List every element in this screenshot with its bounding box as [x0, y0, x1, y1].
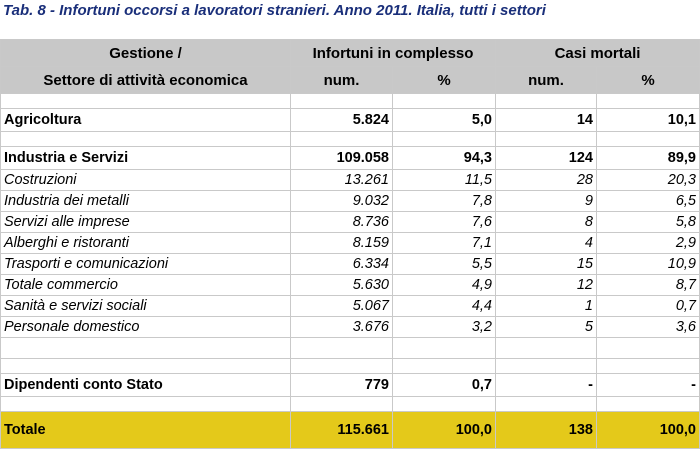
- cell-mort-pct: 10,1: [597, 109, 700, 132]
- cell-mort-num: 138: [496, 412, 597, 449]
- cell-mort-num: 124: [496, 147, 597, 170]
- table-row: [1, 147, 700, 170]
- row-label: Industria e Servizi: [1, 147, 291, 170]
- row-label: Servizi alle imprese: [1, 212, 291, 233]
- row-label: Totale commercio: [1, 275, 291, 296]
- cell-inf-pct: 7,8: [393, 191, 496, 212]
- spacer-row: [1, 132, 700, 147]
- row-label: Alberghi e ristoranti: [1, 233, 291, 254]
- cell-inf-num: 5.067: [291, 296, 393, 317]
- header-infortuni: Infortuni in complesso: [291, 40, 496, 67]
- row-label: Totale: [1, 412, 291, 449]
- cell-mort-pct: 3,6: [597, 317, 700, 338]
- table-row: [1, 296, 700, 317]
- cell-mort-num: 12: [496, 275, 597, 296]
- cell-inf-num: 8.159: [291, 233, 393, 254]
- header-settore: Settore di attività economica: [1, 67, 291, 94]
- cell-mort-pct: 6,5: [597, 191, 700, 212]
- cell-mort-num: 8: [496, 212, 597, 233]
- cell-inf-num: 115.661: [291, 412, 393, 449]
- total-row: [1, 412, 700, 449]
- table-row: [1, 109, 700, 132]
- cell-inf-num: 13.261: [291, 170, 393, 191]
- cell-inf-pct: 7,6: [393, 212, 496, 233]
- row-label: Sanità e servizi sociali: [1, 296, 291, 317]
- header-pct-2: %: [597, 67, 700, 94]
- cell-mort-pct: 20,3: [597, 170, 700, 191]
- cell-inf-pct: 4,9: [393, 275, 496, 296]
- cell-mort-pct: 10,9: [597, 254, 700, 275]
- header-row-2: [1, 67, 700, 94]
- header-num-2: num.: [496, 67, 597, 94]
- cell-inf-pct: 100,0: [393, 412, 496, 449]
- cell-inf-pct: 0,7: [393, 374, 496, 397]
- spacer-row: [1, 359, 700, 374]
- cell-inf-num: 5.824: [291, 109, 393, 132]
- table-row: [1, 233, 700, 254]
- cell-inf-pct: 11,5: [393, 170, 496, 191]
- cell-inf-pct: 5,0: [393, 109, 496, 132]
- row-label: Dipendenti conto Stato: [1, 374, 291, 397]
- cell-mort-pct: 8,7: [597, 275, 700, 296]
- row-label: Trasporti e comunicazioni: [1, 254, 291, 275]
- cell-mort-num: -: [496, 374, 597, 397]
- cell-inf-pct: 3,2: [393, 317, 496, 338]
- cell-inf-pct: 94,3: [393, 147, 496, 170]
- cell-mort-num: 9: [496, 191, 597, 212]
- cell-mort-pct: 89,9: [597, 147, 700, 170]
- row-label: Industria dei metalli: [1, 191, 291, 212]
- cell-inf-num: 5.630: [291, 275, 393, 296]
- row-label: Costruzioni: [1, 170, 291, 191]
- cell-mort-pct: -: [597, 374, 700, 397]
- header-gestione: Gestione /: [1, 40, 291, 67]
- spacer-row: [1, 338, 700, 359]
- cell-mort-num: 4: [496, 233, 597, 254]
- table-row: [1, 317, 700, 338]
- cell-mort-num: 5: [496, 317, 597, 338]
- cell-mort-pct: 5,8: [597, 212, 700, 233]
- header-row-1: [1, 40, 700, 67]
- table-row: [1, 275, 700, 296]
- header-num-1: num.: [291, 67, 393, 94]
- table-row: [1, 374, 700, 397]
- cell-mort-pct: 100,0: [597, 412, 700, 449]
- cell-inf-pct: 7,1: [393, 233, 496, 254]
- table-row: [1, 191, 700, 212]
- row-label: Personale domestico: [1, 317, 291, 338]
- injuries-table: [0, 39, 700, 449]
- cell-inf-num: 9.032: [291, 191, 393, 212]
- table-row: [1, 212, 700, 233]
- cell-inf-num: 3.676: [291, 317, 393, 338]
- cell-mort-pct: 0,7: [597, 296, 700, 317]
- cell-mort-num: 14: [496, 109, 597, 132]
- cell-mort-num: 15: [496, 254, 597, 275]
- cell-inf-num: 6.334: [291, 254, 393, 275]
- table-title: Tab. 8 - Infortuni occorsi a lavoratori stranieri. Anno 2011. Italia, tutti i settori: [3, 2, 546, 19]
- cell-inf-num: 109.058: [291, 147, 393, 170]
- table-row: [1, 170, 700, 191]
- cell-mort-num: 28: [496, 170, 597, 191]
- row-label: Agricoltura: [1, 109, 291, 132]
- cell-mort-pct: 2,9: [597, 233, 700, 254]
- spacer-row: [1, 94, 700, 109]
- cell-mort-num: 1: [496, 296, 597, 317]
- cell-inf-num: 8.736: [291, 212, 393, 233]
- cell-inf-pct: 5,5: [393, 254, 496, 275]
- header-pct-1: %: [393, 67, 496, 94]
- header-casi-mortali: Casi mortali: [496, 40, 700, 67]
- cell-inf-num: 779: [291, 374, 393, 397]
- cell-inf-pct: 4,4: [393, 296, 496, 317]
- table-row: [1, 254, 700, 275]
- spacer-row: [1, 397, 700, 412]
